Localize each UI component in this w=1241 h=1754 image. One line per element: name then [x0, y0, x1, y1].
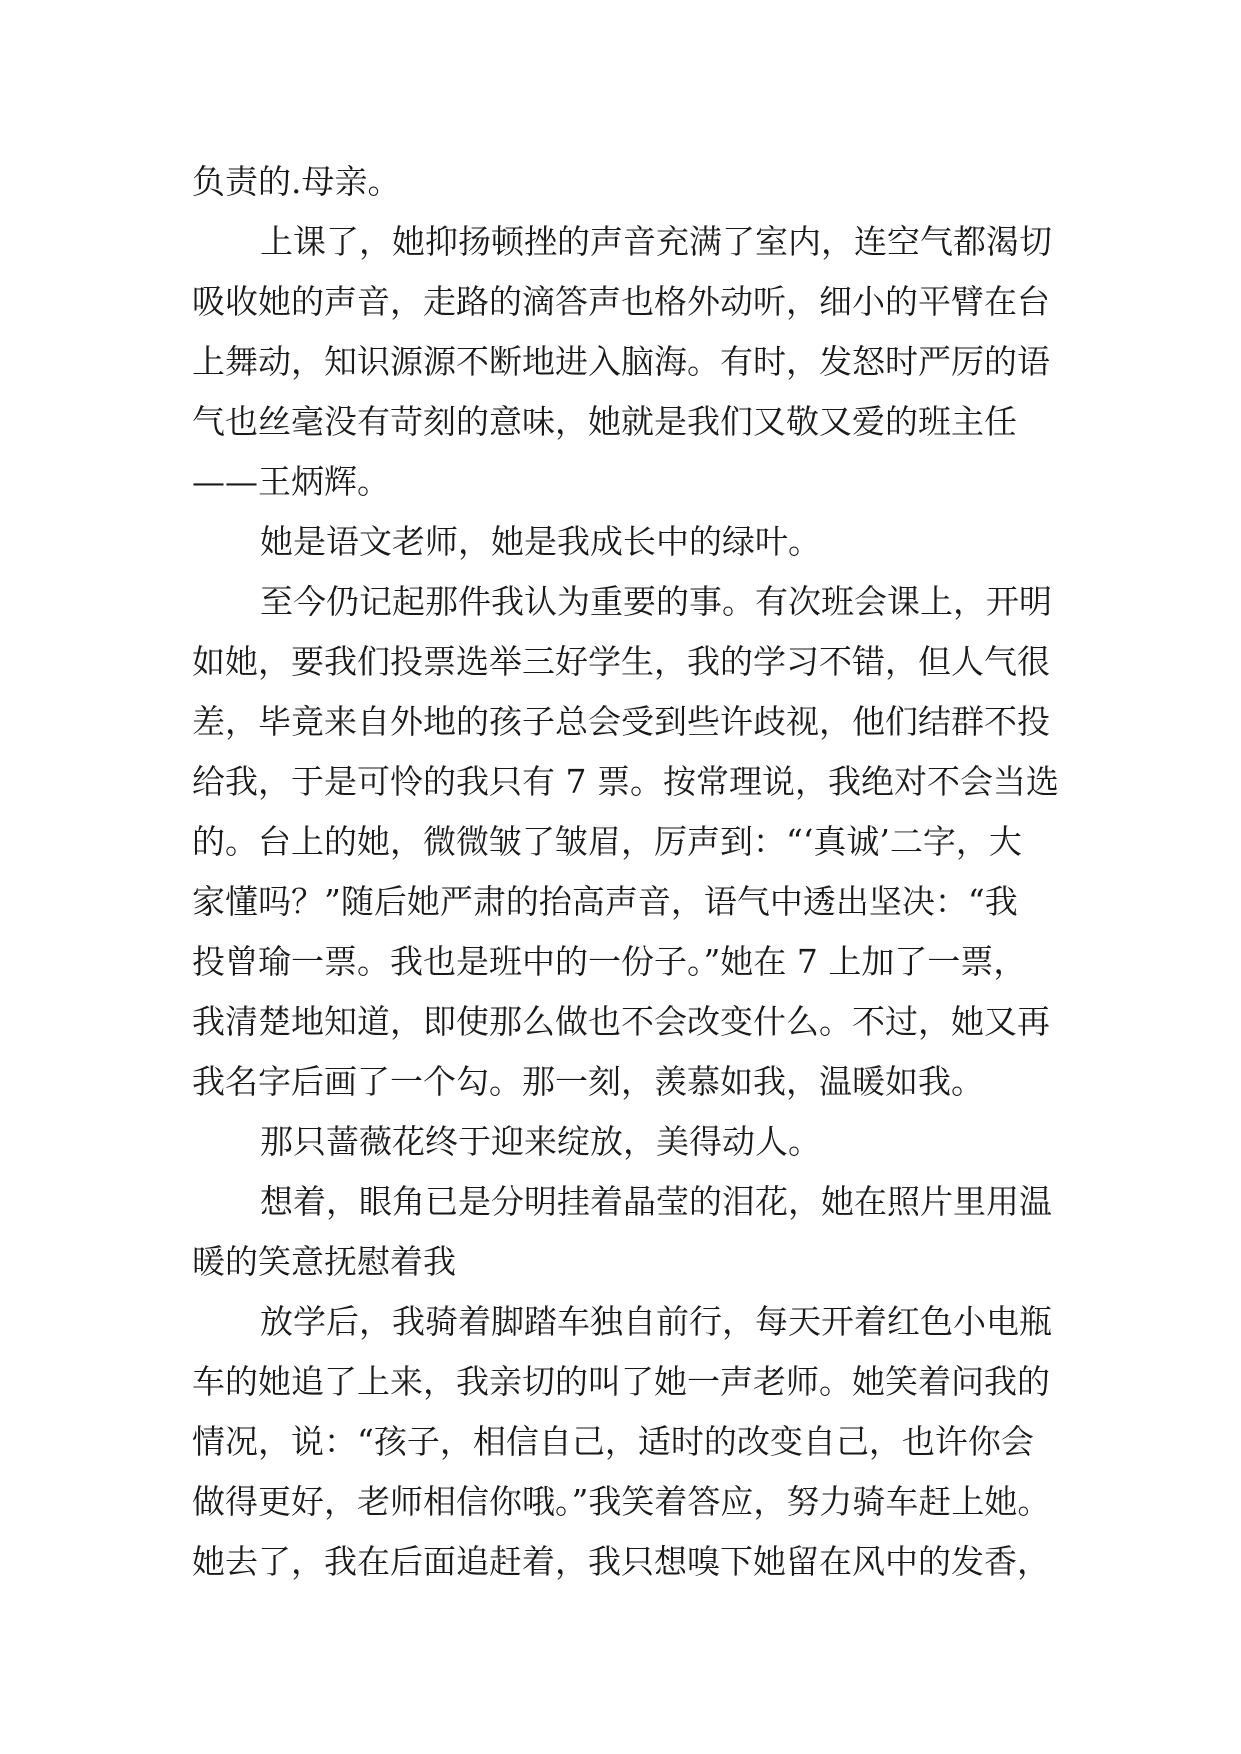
paragraph-start-line: 上课了，她抑扬顿挫的声音充满了室内，连空气都渴切	[260, 222, 1052, 261]
paragraph-start-line: 至今仍记起那件我认为重要的事。有次班会课上，开明	[260, 582, 1052, 621]
paragraph-start-line: 想着，眼角已是分明挂着晶莹的泪花，她在照片里用温	[260, 1182, 1052, 1221]
text-line: 给我，于是可怜的我只有 7 票。按常理说，我绝对不会当选	[192, 762, 1059, 801]
text-line: 她去了，我在后面追赶着，我只想嗅下她留在风中的发香，	[192, 1542, 1050, 1581]
text-line: 负责的.母亲。	[192, 162, 401, 201]
body-text	[192, 152, 1072, 1592]
text-line: 情况，说：“孩子，相信自己，适时的改变自己，也许你会	[192, 1422, 1034, 1461]
paragraph-start-line: 放学后，我骑着脚踏车独自前行，每天开着红色小电瓶	[260, 1302, 1052, 1341]
text-line: 气也丝毫没有苛刻的意味，她就是我们又敬又爱的班主任	[192, 402, 1017, 441]
text-line: 上舞动，知识源源不断地进入脑海。有时，发怒时严厉的语	[192, 342, 1050, 381]
text-line: 我清楚地知道，即使那么做也不会改变什么。不过，她又再	[192, 1002, 1050, 1041]
text-line: 车的她追了上来，我亲切的叫了她一声老师。她笑着问我的	[192, 1362, 1050, 1401]
paragraph-start-line: 那只蔷薇花终于迎来绽放，美得动人。	[260, 1122, 821, 1161]
text-line: 投曾瑜一票。我也是班中的一份子。”她在 7 上加了一票，	[192, 942, 1027, 981]
text-line: 差，毕竟来自外地的孩子总会受到些许歧视，他们结群不投	[192, 702, 1050, 741]
text-line: 吸收她的声音，走路的滴答声也格外动听，细小的平臂在台	[192, 282, 1050, 321]
text-line: 的。台上的她，微微皱了皱眉，厉声到：“‘真诚’二字，大	[192, 822, 1022, 861]
paragraph-start-line: 她是语文老师，她是我成长中的绿叶。	[260, 522, 821, 561]
text-line: 暖的笑意抚慰着我	[192, 1242, 456, 1281]
text-line: 我名字后画了一个勾。那一刻，羡慕如我，温暖如我。	[192, 1062, 984, 1101]
text-line: 家懂吗？”随后她严肃的抬高声音，语气中透出坚决：“我	[192, 882, 1018, 921]
text-line: 做得更好，老师相信你哦。”我笑着答应，努力骑车赶上她。	[192, 1482, 1051, 1521]
text-line: ——王炳辉。	[192, 462, 390, 501]
text-line: 如她，要我们投票选举三好学生，我的学习不错，但人气很	[192, 642, 1050, 681]
